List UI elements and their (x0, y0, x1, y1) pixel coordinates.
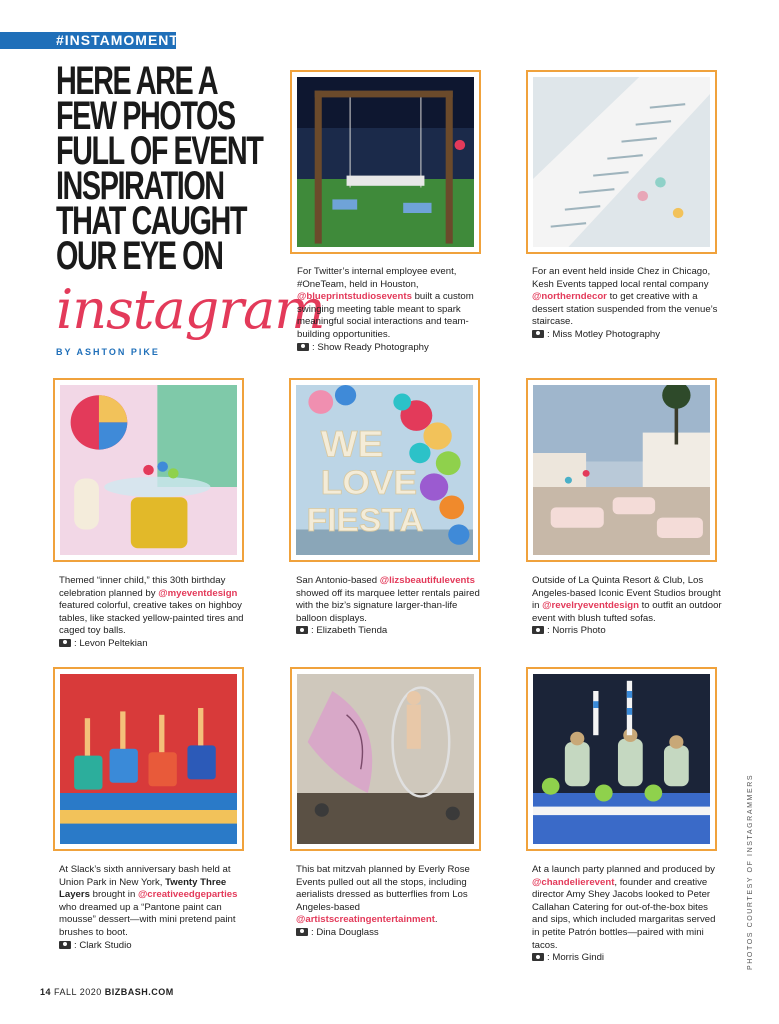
instagram-handle[interactable]: @artistscreatingentertainment (296, 914, 435, 926)
headline-line: HERE ARE A (56, 59, 218, 103)
headline-line: FEW PHOTOS (56, 94, 235, 138)
photo-credit: : Miss Motley Photography (547, 328, 661, 340)
instagram-handle[interactable]: @lizsbeautifulevents (379, 575, 475, 586)
byline: BY ASHTON PIKE (56, 347, 160, 357)
camera-icon (296, 626, 308, 634)
camera-icon (59, 941, 71, 949)
photo-we-love-fiesta (289, 378, 480, 562)
camera-icon (297, 343, 309, 351)
photo-inner-child (53, 378, 244, 562)
headline (56, 59, 263, 278)
caption-3: Themed “inner child,” this 30th birthday celebration planned by @myeventdesign featured colorful, creative takes on highboy tables, like stacked yellow-painted tires and caged toy balls. : Levon Peltekian (59, 575, 244, 649)
photo-mini-margaritas (526, 667, 717, 851)
headline-line: THAT CAUGHT (56, 199, 247, 243)
photo-credit: : Clark Studio (74, 939, 132, 951)
camera-icon (296, 928, 308, 936)
headline-line: OUR EYE ON (56, 234, 223, 278)
issue-date: FALL 2020 (54, 987, 102, 997)
caption-8: At a launch party planned and produced by @chandelierevent, founder and creative director Amy Shey Jacobs looked to Peter Callahan Catering for out-of-the-box bites and sips, which included margaritas served in petite Patrón bottles—paired with mini tacos. : Morris Gindi (532, 864, 716, 964)
photo-la-quinta-sofas (526, 378, 717, 562)
side-photo-credit: PHOTOS COURTESY OF INSTAGRAMMERS (747, 773, 754, 970)
photo-aerialist-butterfly (290, 667, 481, 851)
camera-icon (532, 330, 544, 338)
instagram-handle[interactable]: @chandelierevent (532, 876, 615, 888)
site-name: BIZBASH.COM (104, 987, 174, 997)
caption-4: San Antonio-based @lizsbeautifulevents showed off its marquee letter rentals paired with the biz’s signature larger-than-life balloon displays. : Elizabeth Tienda (296, 575, 480, 637)
photo-credit: : Morris Gindi (547, 952, 605, 964)
camera-icon (532, 953, 544, 961)
instagram-handle[interactable]: @blueprintstudiosevents (297, 291, 412, 303)
headline-line: FULL OF EVENT (56, 129, 263, 173)
photo-credit: : Levon Peltekian (74, 637, 148, 649)
photo-swinging-table (290, 70, 481, 254)
instagram-handle[interactable]: @creativeedgeparties (137, 889, 238, 901)
instagram-handle[interactable]: @myeventdesign (158, 587, 238, 599)
photo-credit: : Dina Douglass (311, 926, 379, 938)
page-number: 14 (40, 987, 52, 997)
svg-text:WE: WE (320, 423, 384, 466)
camera-icon (59, 639, 71, 647)
photo-credit: : Show Ready Photography (312, 341, 429, 353)
instagram-handle[interactable]: @northerndecor (532, 291, 607, 303)
caption-7: This bat mitzvah planned by Everly Rose Events pulled out all the stops, including aerialists dressed as butterflies from Los Angeles-based @artistscreatingentertainment. : Dina Douglass (296, 864, 470, 938)
caption-1: For Twitter’s internal employee event, #OneTeam, held in Houston, @blueprintstudiosevents built a custom swinging meeting table meant to spark meaningful social interactions and team-building opportunities. : Show Ready Photography (297, 266, 474, 353)
svg-text:LOVE: LOVE (320, 464, 418, 502)
caption-5: Outside of La Quinta Resort & Club, Los Angeles-based Iconic Event Studios brought in @revelryeventdesign to outfit an outdoor event with blush tufted sofas. : Norris Photo (532, 575, 722, 637)
page-footer (40, 987, 174, 997)
photo-credit: : Elizabeth Tienda (311, 625, 388, 637)
svg-text:FIESTA: FIESTA (306, 501, 424, 539)
photo-staircase-desserts (526, 70, 717, 254)
camera-icon (532, 626, 544, 634)
caption-2: For an event held inside Chez in Chicago, Kesh Events tapped local rental company @northerndecor to get creative with a dessert station suspended from the venue’s staircase. : Miss Motley Photography (532, 266, 718, 340)
photo-paint-can-desserts (53, 667, 244, 851)
caption-6: At Slack’s sixth anniversary bash held at Union Park in New York, Twenty Three Layers brought in @creativeedgeparties who dreamed up a “Pantone paint can mousse” dessert—with mini pretend paint brushes to boot. : Clark Studio (59, 864, 238, 951)
headline-script-word: instagram (56, 278, 325, 341)
instagram-handle[interactable]: @revelryeventdesign (542, 600, 639, 612)
company-name: Twenty Three Layers (59, 876, 227, 901)
headline-line: INSPIRATION (56, 164, 224, 208)
section-tag: #INSTAMOMENT (0, 32, 176, 49)
photo-credit: : Norris Photo (547, 625, 606, 637)
